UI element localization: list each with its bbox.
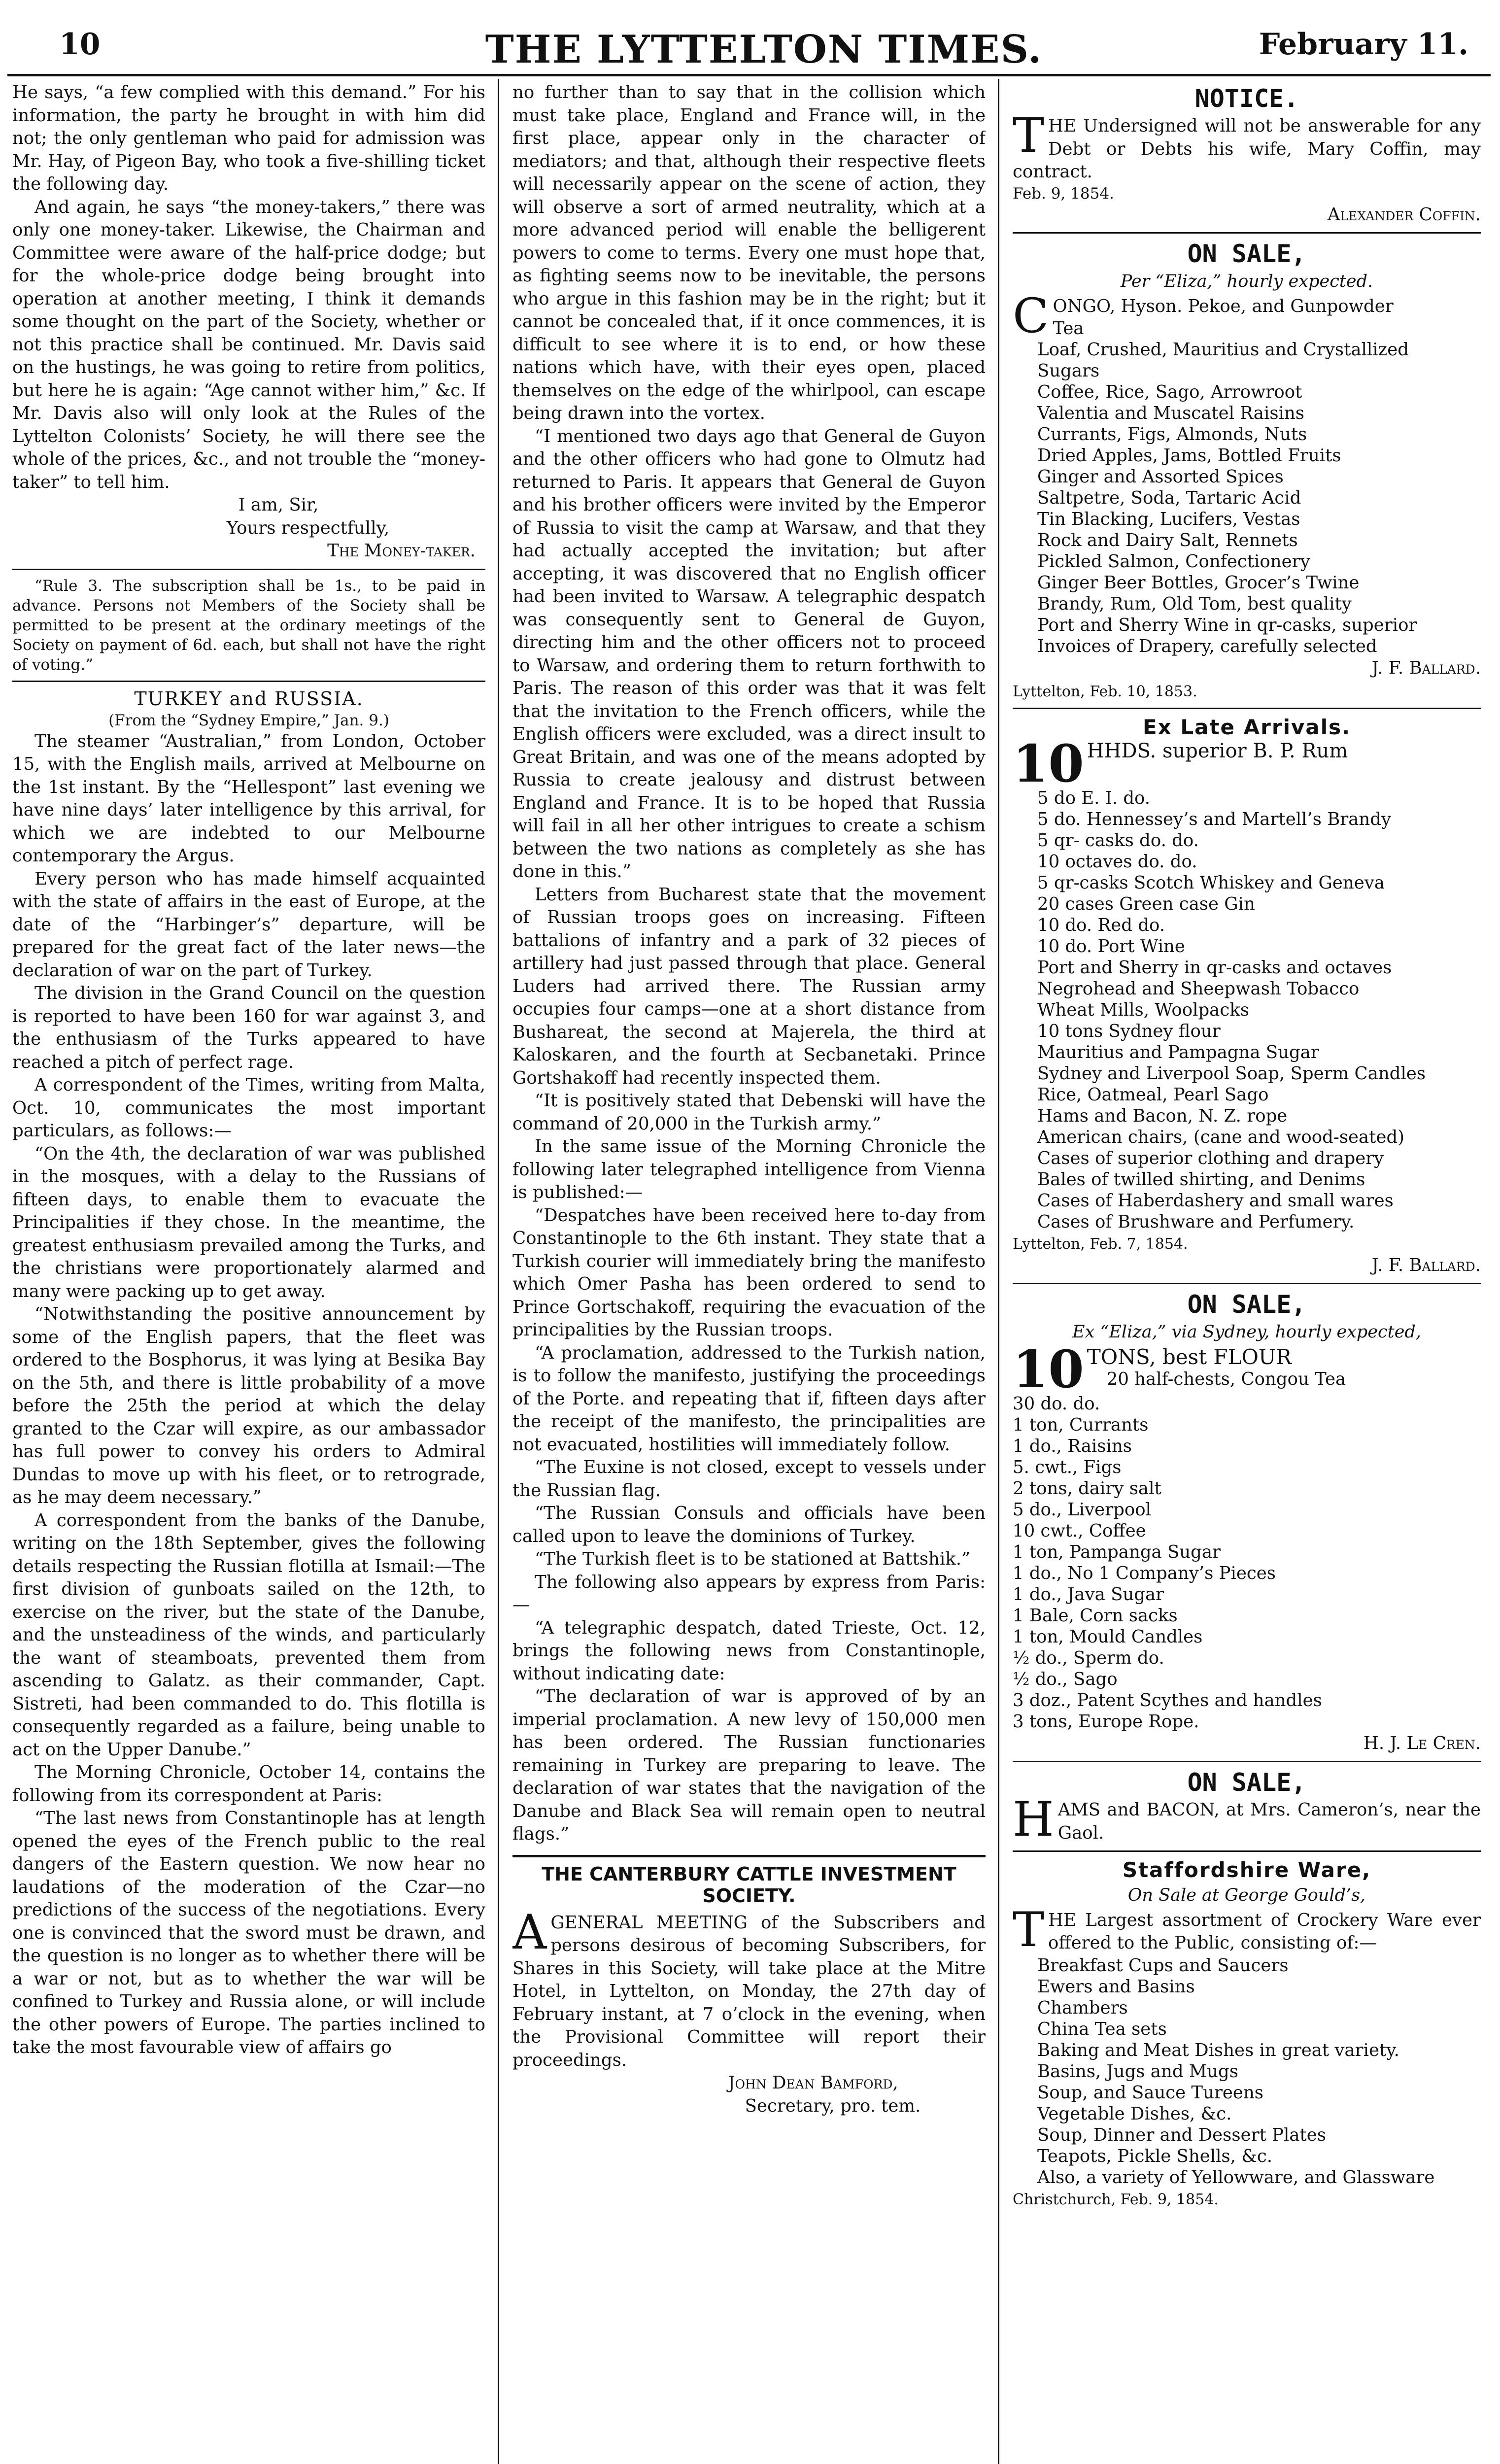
advert-item: Port and Sherry in qr-casks and octaves xyxy=(1037,957,1392,978)
advert-item: 10 cwt., Coffee xyxy=(1013,1520,1146,1541)
advert-item: Also, a variety of Yellowware, and Glassware xyxy=(1037,2167,1435,2188)
advert-item: Sugars xyxy=(1037,361,1100,381)
article-paragraph: “The Euxine is not closed, except to vessels under the Russian flag. xyxy=(512,1457,986,1501)
advert-item: American chairs, (cane and wood-seated) xyxy=(1037,1127,1405,1147)
cattle-society-title: THE CANTERBURY CATTLE INVESTMENT SOCIETY. xyxy=(542,1863,956,1907)
advert-item: Coffee, Rice, Sago, Arrowroot xyxy=(1037,382,1302,402)
article-paragraph: “The Russian Consuls and officials have been called upon to leave the dominions of Turkey. xyxy=(512,1503,986,1546)
advert-signature: J. F. Ballard. xyxy=(1371,658,1481,678)
column-1 xyxy=(12,81,485,2464)
dropcap: A xyxy=(512,1904,547,1960)
advert-item: Ginger and Assorted Spices xyxy=(1037,467,1284,487)
advert-item: Negrohead and Sheepwash Tobacco xyxy=(1037,978,1360,999)
article-paragraph: The following also appears by express from Paris:— xyxy=(512,1572,986,1615)
big-number: 10 xyxy=(1013,733,1084,794)
advert-line: ONGO, Hyson. Pekoe, and Gunpowder xyxy=(1053,296,1394,316)
advert-item: Basins, Jugs and Mugs xyxy=(1037,2061,1238,2082)
advert-line: HE Largest assortment of Crockery Ware ever offered to the Public, consisting of:— xyxy=(1048,1910,1481,1953)
letter-closing: Yours respectfully, xyxy=(226,517,390,538)
article-title: TURKEY and RUSSIA. xyxy=(134,687,364,710)
divider xyxy=(1013,708,1481,709)
article-paragraph: “The declaration of war is approved of by an imperial proclamation. A new levy of 150,000 men has been ordered. The Russian functionaries remaining in Turkey are preparing to leave. The declaration of war states that the navigation of the Danube and Black Sea will remain open to neutral flags.” xyxy=(512,1686,986,1844)
advert-item: 1 ton, Pampanga Sugar xyxy=(1013,1541,1221,1562)
article-paragraph: “Despatches have been received here to-day from Constantinople to the 6th instant. They state that a Turkish courier will immediately bring the manifesto which Omer Pasha has been ordered to send to Prince Gortschakoff, requiring the evacuation of the principalities by the Russian troops. xyxy=(512,1205,986,1340)
article-paragraph: Every person who has made himself acquainted with the state of affairs in the east of Europe, at the date of the “Harbinger’s” departure, will be prepared for the great fact of the later news—the declaration of war on the part of Turkey. xyxy=(12,868,485,981)
advert-heading: Staffordshire Ware, xyxy=(1122,1858,1371,1882)
sale-advert-lecren xyxy=(1013,1290,1481,1755)
article-paragraph: In the same issue of the Morning Chronicle the following later telegraphed intelligence from Vienna is published:— xyxy=(512,1136,986,1202)
advert-item: Tin Blacking, Lucifers, Vestas xyxy=(1037,509,1300,529)
advert-item: Loaf, Crushed, Mauritius and Crystallized xyxy=(1037,340,1409,360)
advert-item: Breakfast Cups and Saucers xyxy=(1037,1955,1289,1976)
article-paragraph: no further than to say that in the collision which must take place, England and France will, in the first place, appear only in the character of mediators; and that, although their respective fleets will necessarily appear on the scene of action, they will observe a sort of armed neutrality, which at a more advanced period will enable the belligerent powers to come to terms. Every one must hope that, as fighting seems now to be inevitable, the persons who argue in this fashion may be in the right; but it cannot be concealed that, if it once commences, it is difficult to see where it is to end, or how these nations which have, with their eyes open, placed themselves on the edge of the whirlpool, can escape being drawn into the vortex. xyxy=(512,82,986,423)
advert-heading: ON SALE, xyxy=(1187,1290,1306,1319)
advert-item: Currants, Figs, Almonds, Nuts xyxy=(1037,424,1307,445)
advert-item: 3 doz., Patent Scythes and handles xyxy=(1013,1690,1322,1711)
advert-heading: ON SALE, xyxy=(1187,240,1306,268)
article-paragraph: “The Turkish fleet is to be stationed at Battshik.” xyxy=(535,1549,971,1569)
advert-item: 1 ton, Currants xyxy=(1013,1414,1149,1435)
masthead xyxy=(59,27,1468,72)
advert-item: 10 do. Red do. xyxy=(1037,915,1165,935)
advert-item: 5 qr-casks Scotch Whiskey and Geneva xyxy=(1037,872,1385,893)
advert-item: Invoices of Drapery, carefully selected xyxy=(1037,636,1377,656)
letter-paragraph: And again, he says “the money-takers,” there was only one money-taker. Likewise, the Chairman and Committee were aware of the half-price dodge; but for the whole-price dodge being brought into operation at another meeting, I think it demands some thought on the part of the Society, whether or not this practice shall be continued. Mr. Davis said on the hustings, he was going to retire from politics, but here he is again: “Age cannot wither him,” &c. If Mr. Davis also will only look at the Rules of the Lyttelton Colonists’ Society, he will there see the whole of the prices, &c., and not trouble the “money-taker” to tell him. xyxy=(12,197,485,492)
advert-item: ½ do., Sperm do. xyxy=(1013,1647,1164,1668)
advert-signature: H. J. Le Cren. xyxy=(1363,1733,1481,1753)
secretary-title: Secretary, pro. tem. xyxy=(745,2095,921,2116)
advert-subheading: Ex “Eliza,” via Sydney, hourly expected, xyxy=(1072,1322,1421,1342)
advert-item-list xyxy=(1013,1955,1481,2188)
column-divider xyxy=(498,79,499,2464)
advert-item: Wheat Mills, Woolpacks xyxy=(1037,999,1249,1020)
advert-item: 1 do., Java Sugar xyxy=(1013,1584,1164,1605)
dropcap: T xyxy=(1013,108,1045,163)
big-number: 10 xyxy=(1013,1338,1084,1400)
advert-item: Brandy, Rum, Old Tom, best quality xyxy=(1037,594,1352,614)
advert-item: China Tea sets xyxy=(1037,2019,1167,2039)
sale-advert-ballard xyxy=(1013,240,1481,702)
advert-signature: J. F. Ballard. xyxy=(1371,1255,1481,1275)
page-number: 10 xyxy=(59,27,101,62)
advert-line: HHDS. superior B. P. Rum xyxy=(1087,739,1348,762)
advert-item: Vegetable Dishes, &c. xyxy=(1037,2103,1232,2124)
advert-item: 5 do., Liverpool xyxy=(1013,1499,1151,1520)
article-paragraph: “I mentioned two days ago that General de Guyon and the other officers who had gone to Olmutz had returned to Paris. It appears that General de Guyon and his brother officers were invited by the Emperor of Russia to visit the camp at Warsaw, and that they had actually accepted the invitation; but after accepting, it was discovered that no English officer had been invited to Warsaw. A telegraphic despatch was consequently sent to General de Guyon, directing him and the other officers not to proceed to Warsaw, and ordering them to return forthwith to Paris. The reason of this order was that it was felt that the invitation to the French officers, while the English officers were excluded, was a direct insult to Great Britain, and was one of the means adopted by Russia to create jealousy and distrust between England and France. It is to be hoped that Russia will fail in all her other intrigues to create a schism between the two nations as completely as she has done in this.” xyxy=(512,426,986,882)
column-divider xyxy=(998,79,999,2464)
rule-quote: “Rule 3. The subscription shall be 1s., to be paid in advance. Persons not Members of the Society shall be permitted to be present at the ordinary meetings of the Society on payment of 6d. each, but shall not have the right of voting.” xyxy=(12,577,485,674)
secretary-signature: John Dean Bamford, xyxy=(728,2073,898,2093)
advert-item-list xyxy=(1013,339,1481,657)
advert-item: Pickled Salmon, Confectionery xyxy=(1037,551,1310,572)
column-3 xyxy=(1013,81,1481,2464)
arrivals-advert xyxy=(1013,715,1481,1277)
article-paragraph: “A proclamation, addressed to the Turkish nation, is to follow the manifesto, justifying the proceedings of the Porte. and repeating that if, fifteen days after the receipt of the manifesto, the principalities are not evacuated, hostilities will immediately follow. xyxy=(512,1342,986,1455)
dropcap: C xyxy=(1013,288,1049,343)
advert-item: Hams and Bacon, N. Z. rope xyxy=(1037,1105,1288,1126)
advert-item: Cases of Haberdashery and small wares xyxy=(1037,1190,1394,1211)
advert-item: 10 tons Sydney flour xyxy=(1037,1021,1221,1041)
advert-subheading: Per “Eliza,” hourly expected. xyxy=(1120,272,1373,291)
meeting-notice-body: GENERAL MEETING of the Subscribers and persons desirous of becoming Subscribers, for Shares in this Society, will take place at the Mitre Hotel, in Lyttelton, on Monday, the 27th day of February instant, at 7 o’clock in the evening, when the Provisional Committee will report their proceedings. xyxy=(512,1912,986,2070)
advert-item: 5 do E. I. do. xyxy=(1037,787,1151,808)
advert-item: Port and Sherry Wine in qr-casks, superior xyxy=(1037,615,1417,635)
advert-item: 1 do., No 1 Company’s Pieces xyxy=(1013,1563,1276,1583)
advert-item: 10 octaves do. do. xyxy=(1037,851,1197,872)
advert-item: Valentia and Muscatel Raisins xyxy=(1037,403,1304,423)
divider xyxy=(1013,1283,1481,1284)
advert-line: AMS and BACON, at Mrs. Cameron’s, near the Gaol. xyxy=(1057,1800,1481,1843)
advert-item: 1 do., Raisins xyxy=(1013,1436,1132,1456)
advert-item: 30 do. do. xyxy=(1013,1393,1100,1414)
advert-subheading: On Sale at George Gould’s, xyxy=(1127,1885,1366,1905)
advert-item: Cases of Brushware and Perfumery. xyxy=(1037,1211,1355,1232)
advert-item: 5 qr- casks do. do. xyxy=(1037,830,1199,851)
column-2 xyxy=(512,81,986,2464)
newspaper-title: THE LYTTELTON TIMES. xyxy=(485,27,1043,72)
dropcap: T xyxy=(1013,1902,1045,1957)
sale-advert-cameron xyxy=(1013,1768,1481,1845)
advert-item: Cases of superior clothing and drapery xyxy=(1037,1148,1384,1168)
advert-line: Tea xyxy=(1053,318,1084,339)
advert-item: 5 do. Hennessey’s and Martell’s Brandy xyxy=(1037,809,1392,829)
advert-heading: Ex Late Arrivals. xyxy=(1142,715,1351,739)
advert-item: Ginger Beer Bottles, Grocer’s Twine xyxy=(1037,573,1360,593)
advert-item: 2 tons, dairy salt xyxy=(1013,1478,1161,1499)
staffordshire-advert xyxy=(1013,1858,1481,2210)
divider xyxy=(1013,232,1481,234)
divider xyxy=(12,681,485,682)
article-paragraph: A correspondent of the Times, writing from Malta, Oct. 10, communicates the most important particulars, as follows:— xyxy=(12,1075,485,1141)
advert-item: Mauritius and Pampagna Sugar xyxy=(1037,1042,1319,1062)
notice-signature: Alexander Coffin. xyxy=(1327,204,1481,225)
advert-item: Rock and Dairy Salt, Rennets xyxy=(1037,530,1298,550)
advert-item: 3 tons, Europe Rope. xyxy=(1013,1711,1199,1732)
letter-closing: I am, Sir, xyxy=(238,495,319,515)
advert-item: Soup, and Sauce Tureens xyxy=(1037,2082,1264,2103)
notice-date: Feb. 9, 1854. xyxy=(1013,184,1114,203)
divider xyxy=(1013,1850,1481,1852)
advert-item: 5. cwt., Figs xyxy=(1013,1457,1122,1477)
notice-body: HE Undersigned will not be answerable for any Debt or Debts his wife, Mary Coffin, may contract. xyxy=(1013,116,1481,182)
advert-date: Christchurch, Feb. 9, 1854. xyxy=(1013,2190,1219,2208)
divider xyxy=(512,1855,986,1857)
issue-date: February 11. xyxy=(1259,27,1468,62)
advert-item-list xyxy=(1013,1393,1481,1732)
advert-item: Ewers and Basins xyxy=(1037,1976,1195,1997)
advert-item: Chambers xyxy=(1037,1997,1128,2018)
advert-item-list xyxy=(1013,787,1481,1232)
advert-item: Bales of twilled shirting, and Denims xyxy=(1037,1169,1365,1190)
advert-item: Saltpetre, Soda, Tartaric Acid xyxy=(1037,488,1301,508)
article-paragraph: The Morning Chronicle, October 14, contains the following from its correspondent at Paris: xyxy=(12,1762,485,1806)
article-paragraph: The steamer “Australian,” from London, October 15, with the English mails, arrived at Melbourne on the 1st instant. By the “Hellespont” last evening we have nine days’ later intelligence by this arrival, for which we are indebted to our Melbourne contemporary the Argus. xyxy=(12,731,485,866)
advert-heading: ON SALE, xyxy=(1187,1768,1306,1797)
article-paragraph: “It is positively stated that Debenski will have the command of 20,000 in the Turkish army.” xyxy=(512,1091,986,1134)
article-paragraph: “On the 4th, the declaration of war was published in the mosques, with a delay to the Russians of fifteen days, to enable them to evacuate the Principalities if they chose. In the meantime, the greatest enthusiasm prevailed among the Turks, and the christians were proportionately alarmed and many were packing up to get away. xyxy=(12,1143,485,1301)
advert-item: 20 cases Green case Gin xyxy=(1037,893,1255,914)
letter-signature: The Money-taker. xyxy=(327,541,476,561)
advert-item: 10 do. Port Wine xyxy=(1037,936,1185,957)
advert-date: Lyttelton, Feb. 10, 1853. xyxy=(1013,683,1197,700)
article-paragraph: “A telegraphic despatch, dated Trieste, Oct. 12, brings the following news from Constantinople, without indicating date: xyxy=(512,1617,986,1684)
dropcap: H xyxy=(1013,1792,1054,1847)
advert-item: 1 ton, Mould Candles xyxy=(1013,1626,1203,1647)
article-paragraph: Letters from Bucharest state that the movement of Russian troops goes on increasing. Fifteen battalions of infantry and a park of 32 pieces of artillery had just passed through that place. General Luders had arrived there. The Russian army occupies four camps—one at a short distance from Bushareat, the second at Majerela, the third at Kaloskaren, and the fourth at Secbanetaki. Prince Gortshakoff had recently inspected them. xyxy=(512,884,986,1088)
notice-heading: NOTICE. xyxy=(1194,84,1299,113)
divider xyxy=(12,569,485,570)
advert-item: Dried Apples, Jams, Bottled Fruits xyxy=(1037,445,1341,466)
masthead-rule xyxy=(7,74,1491,76)
advert-line: 20 half-chests, Congou Tea xyxy=(1106,1369,1346,1389)
advert-item: Teapots, Pickle Shells, &c. xyxy=(1037,2146,1272,2166)
article-paragraph: “The last news from Constantinople has at length opened the eyes of the French public to the real dangers of the Eastern question. We now hear no laudations of the moderation of the Czar—no predictions of the success of the negotiations. Every one is convinced that the sword must be drawn, and the question is no longer as to whether there will be a war or not, but as to whether the war will be confined to Turkey and Russia alone, or will include the other powers of Europe. The parties inclined to take the most favourable view of affairs go xyxy=(12,1808,485,2057)
advert-item: Sydney and Liverpool Soap, Sperm Candles xyxy=(1037,1063,1426,1084)
divider xyxy=(1013,1761,1481,1762)
article-paragraph: A correspondent from the banks of the Danube, writing on the 18th September, gives the following details respecting the Russian flotilla at Ismail:—The first division of gunboats sailed on the 12th, to exercise on the river, but the state of the Danube, and the unsteadiness of the winds, and particularly the want of steamboats, prevented them from ascending to Galatz. as their commander, Capt. Sistreti, had been commanded to do. This flotilla is consequently regarded as a failure, being unable to act on the Upper Danube.” xyxy=(12,1510,485,1760)
notice-advert xyxy=(1013,84,1481,226)
advert-item: Rice, Oatmeal, Pearl Sago xyxy=(1037,1084,1269,1105)
letter-paragraph: He says, “a few complied with this demand.” For his information, the party he brought in with him did not; the only gentleman who paid for admission was Mr. Hay, of Pigeon Bay, who took a five-shilling ticket the following day. xyxy=(12,82,485,194)
advert-item: ½ do., Sago xyxy=(1013,1669,1118,1689)
advert-item: Soup, Dinner and Dessert Plates xyxy=(1037,2124,1327,2145)
article-paragraph: “Notwithstanding the positive announcement by some of the English papers, that the fleet was ordered to the Bosphorus, it was lying at Besika Bay on the 5th, and there is little probability of a move before the 25th the period at which the delay granted to the Czar will expire, as our ambassador has full power to convey his orders to Admiral Dundas to move up with his fleet, or to retrograde, as he may deem necessary.” xyxy=(12,1304,485,1507)
advert-item: Baking and Meat Dishes in great variety. xyxy=(1037,2040,1399,2060)
advert-line: TONS, best FLOUR xyxy=(1087,1344,1292,1369)
article-paragraph: The division in the Grand Council on the question is reported to have been 160 for war against 3, and the enthusiasm of the Turks appeared to have reached a pitch of perfect rage. xyxy=(12,983,485,1072)
article-source: (From the “Sydney Empire,” Jan. 9.) xyxy=(108,711,389,729)
advert-item: 1 Bale, Corn sacks xyxy=(1013,1605,1178,1626)
advert-date: Lyttelton, Feb. 7, 1854. xyxy=(1013,1235,1188,1253)
